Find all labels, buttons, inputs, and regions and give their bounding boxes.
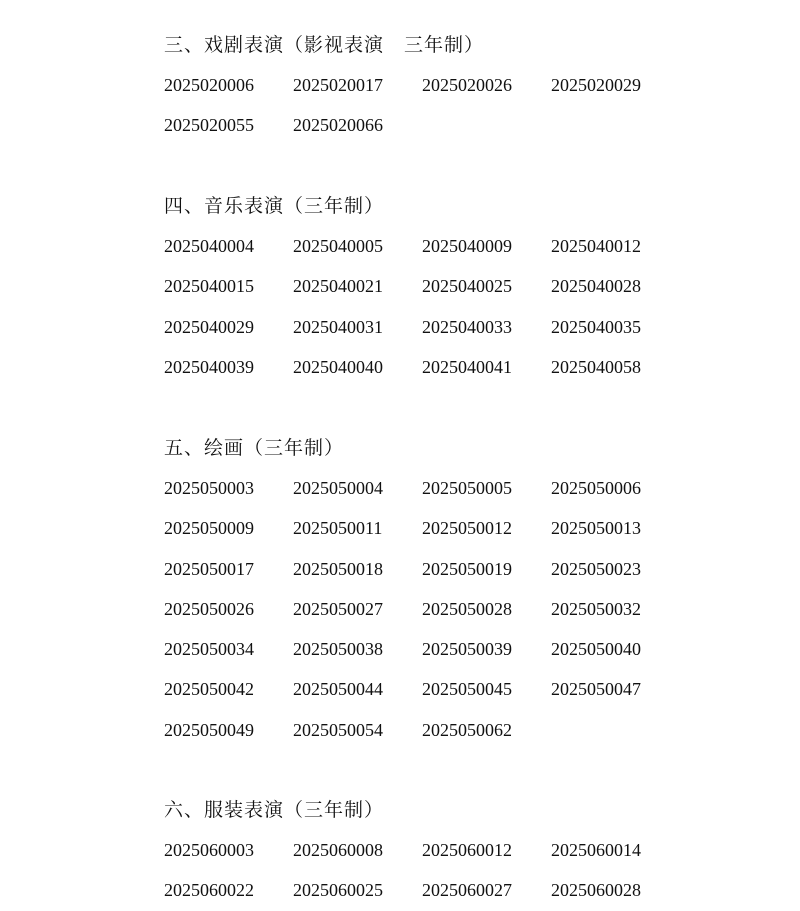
candidate-number: 2025050049: [164, 719, 254, 740]
candidate-number: 2025040035: [551, 316, 641, 337]
candidate-number: 2025040025: [422, 276, 512, 297]
candidate-number: 2025040009: [422, 236, 512, 256]
candidate-number: 2025040058: [551, 356, 641, 377]
candidate-number: 2025040040: [293, 356, 383, 377]
candidate-number: 2025020029: [551, 75, 641, 95]
candidate-number: 2025050006: [551, 478, 641, 498]
candidate-number: 2025050004: [293, 478, 383, 498]
section-painting: [164, 428, 680, 750]
candidate-number: 2025060027: [422, 880, 512, 901]
candidate-number: 2025050026: [164, 598, 254, 619]
candidate-number: 2025060028: [551, 880, 641, 901]
section-music-performance: [164, 186, 680, 387]
candidate-number: 2025050054: [293, 719, 383, 740]
candidate-number: 2025040029: [164, 316, 254, 337]
candidate-number: 2025050027: [293, 598, 383, 619]
candidate-number: 2025050034: [164, 639, 254, 660]
candidate-number: 2025020026: [422, 75, 512, 95]
candidate-number: 2025060022: [164, 880, 254, 901]
candidate-number: 2025050044: [293, 679, 383, 700]
candidate-number: 2025050009: [164, 518, 254, 539]
section-heading: 五、绘画（三年制）: [164, 437, 345, 459]
candidate-number: 2025050040: [551, 639, 641, 660]
candidate-number: 2025040005: [293, 236, 383, 256]
number-grid: [164, 65, 680, 146]
candidate-number: 2025050038: [293, 639, 383, 660]
candidate-number: 2025050018: [293, 558, 383, 579]
candidate-number: 2025050039: [422, 639, 512, 660]
candidate-number: 2025050045: [422, 679, 512, 700]
section-heading: 四、音乐表演（三年制）: [164, 195, 385, 217]
candidate-number: 2025040041: [422, 356, 512, 377]
candidate-number: 2025050005: [422, 478, 512, 498]
candidate-number: 2025020006: [164, 75, 254, 95]
section-heading: 三、戏剧表演（影视表演 三年制）: [164, 34, 485, 56]
candidate-number: 2025040015: [164, 276, 254, 297]
section-fashion-performance: [164, 790, 680, 911]
candidate-number: 2025050011: [293, 518, 383, 539]
candidate-number: 2025050042: [164, 679, 254, 700]
candidate-number: 2025060012: [422, 840, 512, 860]
candidate-number: 2025040033: [422, 316, 512, 337]
candidate-number: 2025050047: [551, 679, 641, 700]
candidate-number: 2025050012: [422, 518, 512, 539]
candidate-number: 2025060008: [293, 840, 383, 860]
candidate-number: 2025060025: [293, 880, 383, 901]
candidate-number: 2025050062: [422, 719, 512, 740]
number-grid: [164, 226, 680, 387]
candidate-number: 2025040039: [164, 356, 254, 377]
candidate-number: 2025060014: [551, 840, 641, 860]
candidate-number: 2025020017: [293, 75, 383, 95]
candidate-number: 2025050003: [164, 478, 254, 498]
candidate-number: 2025020055: [164, 115, 254, 136]
candidate-number: 2025040012: [551, 236, 641, 256]
candidate-number: 2025050013: [551, 518, 641, 539]
section-drama-performance: [164, 25, 680, 146]
number-grid: [164, 830, 680, 911]
candidate-number: 2025050028: [422, 598, 512, 619]
candidate-number: 2025020066: [293, 115, 383, 136]
section-heading: 六、服装表演（三年制）: [164, 799, 385, 821]
candidate-number: 2025050023: [551, 558, 641, 579]
candidate-number: 2025040004: [164, 236, 254, 256]
candidate-number: 2025040031: [293, 316, 383, 337]
candidate-number: 2025050032: [551, 598, 641, 619]
candidate-number: 2025060003: [164, 840, 254, 860]
candidate-number: 2025050017: [164, 558, 254, 579]
candidate-number: 2025040021: [293, 276, 383, 297]
number-grid: [164, 468, 680, 750]
candidate-number: 2025040028: [551, 276, 641, 297]
candidate-number: 2025050019: [422, 558, 512, 579]
